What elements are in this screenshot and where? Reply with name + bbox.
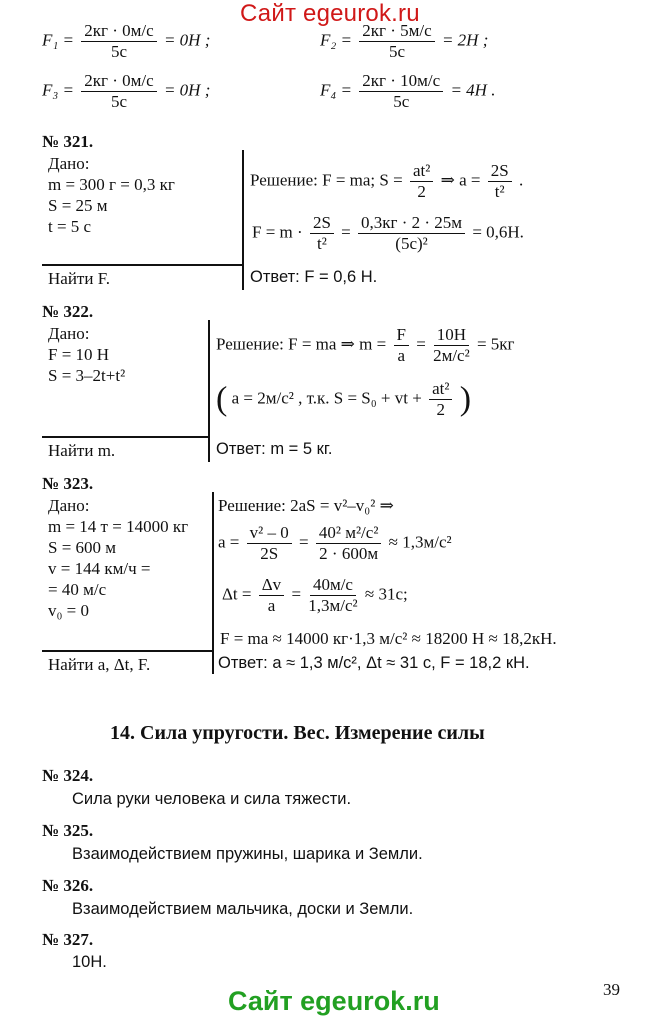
problem-323-number: № 323. [42,474,94,493]
problem-325-number: № 325. [42,821,94,840]
problem-323-solution-line4: F = ma ≈ 14000 кг·1,3 м/с² ≈ 18200 Н ≈ 18,2кН. [220,629,557,648]
problem-321-given: Дано: m = 300 г = 0,3 кг S = 25 м t = 5 с [48,154,175,236]
formula-f2: F₂ = $\frac{2кг \cdot 5м/с}{5с}$ = 2H ; [320,21,489,61]
problem-322-number: № 322. [42,302,94,321]
problem-321-solution-line2: F = m · $\frac{2S}{\text{t²}}$ = $\frac{0,3кг \cdot 2 \cdot 25м}{\text{(5с)²}}$ = 0,6Н. [252,213,524,253]
problem-324-number: № 324. [42,766,94,785]
formula-f3: F₃ = $\frac{2кг \cdot 0м/с}{5с}$ = 0H ; [42,71,211,111]
given-divider-323 [42,650,214,652]
solution-divider-323 [212,492,214,674]
given-divider-321 [42,264,244,266]
problem-323-find: Найти a, Δt, F. [48,655,151,674]
solution-divider-321 [242,150,244,290]
solution-divider-322 [208,320,210,462]
problem-322-solution-line2: ( a = 2м/с² , т.к. S = S₀ + vt + $\frac{\text{at²}}{2}$ ) [216,379,472,419]
problem-325-answer: Взаимодействием пружины, шарика и Земли. [72,845,423,863]
problem-322-solution-line1: Решение: F = ma ⇒ m = $\frac{F}{a}$ = $\frac{10Н}{\text{2м/с²}}$ = 5кг [216,325,515,365]
section-title: 14. Сила упругости. Вес. Измерение силы [110,722,485,744]
problem-323-solution-line1: Решение: 2aS = v²–v₀² ⇒ [218,496,394,515]
problem-326-number: № 326. [42,876,94,895]
problem-321-answer: Ответ: F = 0,6 Н. [250,268,378,286]
problem-322-answer: Ответ: m = 5 кг. [216,440,333,458]
formula-f1: F₁ = $\frac{2кг \cdot 0м/с}{5с}$ = 0H ; [42,21,211,61]
problem-324-answer: Сила руки человека и сила тяжести. [72,790,352,808]
problem-323-solution-line2: a = $\frac{\text{v² – 0}}{2S}$ = $\frac{\text{40² м²/с²}}{2 \cdot 600м}$ ≈ 1,3м/с² [218,523,452,563]
problem-321-find: Найти F. [48,269,111,288]
problem-321-solution-line1: Решение: F = ma; S = $\frac{\text{at²}}{2}$ ⇒ a = $\frac{2S}{\text{t²}}$ . [250,161,524,201]
page-number: 39 [603,980,620,999]
problem-321-number: № 321. [42,132,94,151]
problem-323-answer: Ответ: a ≈ 1,3 м/с², Δt ≈ 31 с, F = 18,2 кН. [218,654,530,672]
problem-322-find: Найти m. [48,441,116,460]
problem-326-answer: Взаимодействием мальчика, доски и Земли. [72,900,414,918]
watermark-bottom: Сайт egeurok.ru [228,986,440,1016]
formula-f4: F₄ = $\frac{2кг \cdot 10м/с}{5с}$ = 4H . [320,71,496,111]
watermark-top: Сайт egeurok.ru [240,0,420,27]
problem-323-solution-line3: Δt = $\frac{\Delta v}{a}$ = $\frac{40м/с}{\text{1,3м/с²}}$ ≈ 31с; [222,575,408,615]
problem-327-number: № 327. [42,930,94,949]
given-divider-322 [42,436,210,438]
problem-327-answer: 10Н. [72,953,107,971]
problem-322-given: Дано: F = 10 Н S = 3–2t+t² [48,324,126,385]
problem-323-given: Дано: m = 14 т = 14000 кг S = 600 м v = 144 км/ч = = 40 м/с v₀ = 0 [48,496,189,620]
